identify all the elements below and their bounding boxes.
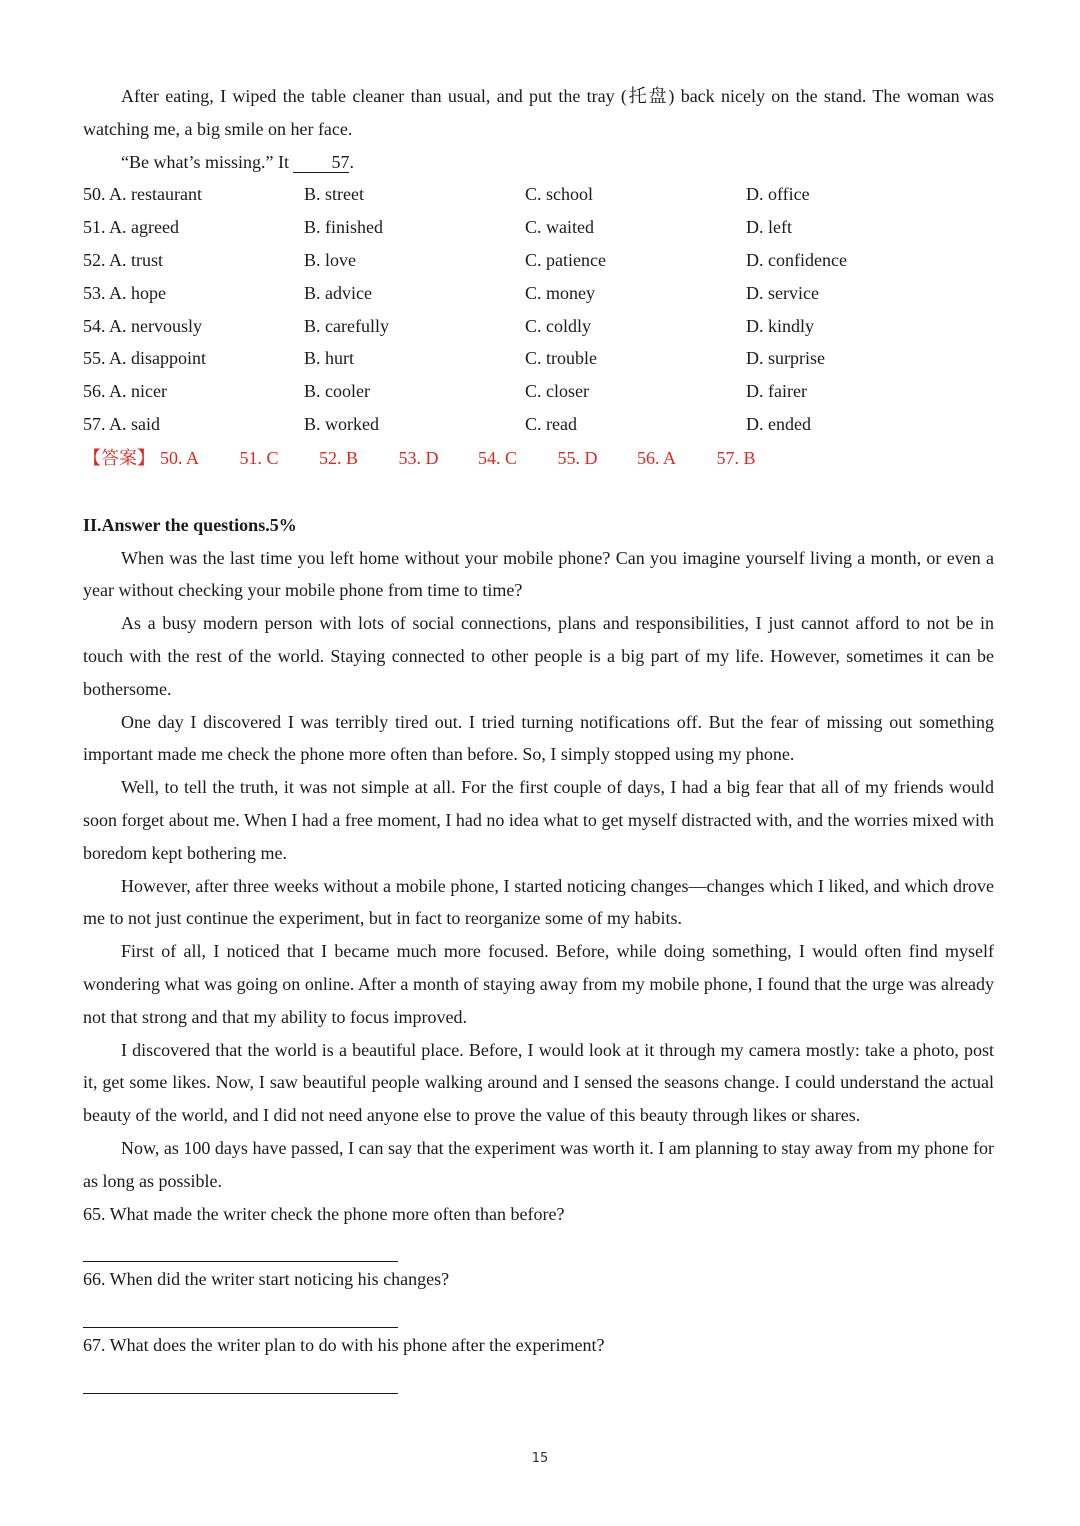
- option-a: 54. A. nervously: [83, 315, 202, 336]
- option-d: D. fairer: [746, 381, 807, 402]
- reading-paragraph: First of all, I noticed that I became much more focused. Before, while doing something, I would often find myself wondering what was going on online. After a month of staying away from my mobile phone, I found that the urge was already not that strong and that my ability to focus improved.: [83, 941, 994, 1027]
- option-c: C. money: [525, 282, 595, 303]
- option-row-52: [83, 244, 994, 277]
- section-title: II.Answer the questions.5%: [83, 514, 297, 535]
- answer-item: 51. C: [239, 447, 279, 468]
- option-b: B. finished: [304, 217, 383, 238]
- option-b: B. carefully: [304, 315, 389, 336]
- option-row-53: [83, 277, 994, 310]
- option-b: B. cooler: [304, 381, 370, 402]
- option-row-55: [83, 342, 994, 375]
- option-d: D. surprise: [746, 348, 825, 369]
- option-d: D. ended: [746, 413, 811, 434]
- option-row-54: [83, 310, 994, 343]
- option-row-51: [83, 211, 994, 244]
- quote-text: “Be what’s missing.” It: [121, 151, 294, 172]
- option-c: C. closer: [525, 381, 589, 402]
- option-b: B. hurt: [304, 348, 355, 369]
- option-a: 56. A. nicer: [83, 381, 167, 402]
- option-a: 50. A. restaurant: [83, 184, 202, 205]
- question-66: 66. When did the writer start noticing his changes?: [83, 1269, 450, 1290]
- option-row-56: [83, 375, 994, 408]
- option-d: D. kindly: [746, 315, 815, 336]
- option-c: C. trouble: [525, 348, 597, 369]
- question-65: 65. What made the writer check the phone more often than before?: [83, 1203, 565, 1224]
- option-a: 51. A. agreed: [83, 217, 179, 238]
- question-67: 67. What does the writer plan to do with his phone after the experiment?: [83, 1335, 605, 1356]
- passage-paragraph: After eating, I wiped the table cleaner than usual, and put the tray (托盘) back nicely on the stand. The woman was watching me, a big smile on her face.: [83, 86, 994, 139]
- reading-paragraph: One day I discovered I was terribly tired out. I tried turning notifications off. But the fear of missing out something important made me check the phone more often than before. So, I simply stopped using my phone.: [83, 711, 994, 765]
- option-b: B. street: [304, 184, 364, 205]
- answer-item: 53. D: [398, 447, 439, 468]
- answer-item: 54. C: [478, 447, 518, 468]
- option-c: C. patience: [525, 249, 606, 270]
- quote-line: [83, 146, 994, 179]
- option-row-57: [83, 408, 994, 441]
- option-c: C. school: [525, 184, 594, 205]
- options-list: [83, 178, 994, 440]
- option-c: C. coldly: [525, 315, 591, 336]
- option-c: C. read: [525, 413, 577, 434]
- option-d: D. service: [746, 282, 819, 303]
- quote-end: .: [349, 151, 354, 172]
- option-row-50: [83, 178, 994, 211]
- answer-item: 57. B: [716, 447, 756, 468]
- answer-item: 52. B: [319, 447, 359, 468]
- option-a: 52. A. trust: [83, 249, 164, 270]
- reading-paragraph: I discovered that the world is a beautiful place. Before, I would look at it through my camera mostly: take a photo, post it, get some likes. Now, I saw beautiful people walking around and I sensed the seasons change. I could understand the actual beauty of the world, and I did not need anyone else to prove the value of this beauty through likes or shares.: [83, 1039, 994, 1126]
- blank-57: 57: [293, 152, 349, 173]
- answer-item: 50. A: [160, 447, 200, 468]
- answer-line-67[interactable]: [83, 1383, 398, 1394]
- option-a: 55. A. disappoint: [83, 348, 207, 369]
- option-a: 53. A. hope: [83, 282, 166, 303]
- reading-paragraph: Well, to tell the truth, it was not simple at all. For the first couple of days, I had a big fear that all of my friends would soon forget about me. When I had a free moment, I had no idea what to get myself distracted with, and the worries mixed with boredom kept bothering me.: [83, 777, 994, 863]
- reading-paragraph: When was the last time you left home without your mobile phone? Can you imagine yourself living a month, or even a year without checking your mobile phone from time to time?: [83, 547, 994, 601]
- document-page: [83, 80, 994, 1395]
- option-b: B. love: [304, 249, 356, 270]
- option-d: D. confidence: [746, 249, 847, 270]
- option-a: 57. A. said: [83, 413, 161, 434]
- answer-key: [83, 441, 994, 475]
- answer-line-65[interactable]: [83, 1251, 398, 1262]
- option-d: D. office: [746, 184, 810, 205]
- option-c: C. waited: [525, 217, 594, 238]
- reading-paragraph: However, after three weeks without a mobile phone, I started noticing changes—changes which I liked, and which drove me to not just continue the experiment, but in fact to reorganize some of my habits.: [83, 875, 994, 929]
- option-b: B. advice: [304, 282, 372, 303]
- option-d: D. left: [746, 217, 792, 238]
- answer-key-label: 【答案】: [83, 447, 155, 468]
- answer-item: 55. D: [557, 447, 598, 468]
- option-b: B. worked: [304, 413, 379, 434]
- reading-paragraph: As a busy modern person with lots of social connections, plans and responsibilities, I just cannot afford to not be in touch with the rest of the world. Staying connected to other people is a big part of my life. However, sometimes it can be bothersome.: [83, 613, 994, 699]
- answer-line-66[interactable]: [83, 1317, 398, 1328]
- answer-item: 56. A: [637, 447, 677, 468]
- page-number: 15: [531, 1451, 549, 1466]
- reading-paragraph: Now, as 100 days have passed, I can say that the experiment was worth it. I am planning to stay away from my phone for as long as possible.: [83, 1137, 994, 1191]
